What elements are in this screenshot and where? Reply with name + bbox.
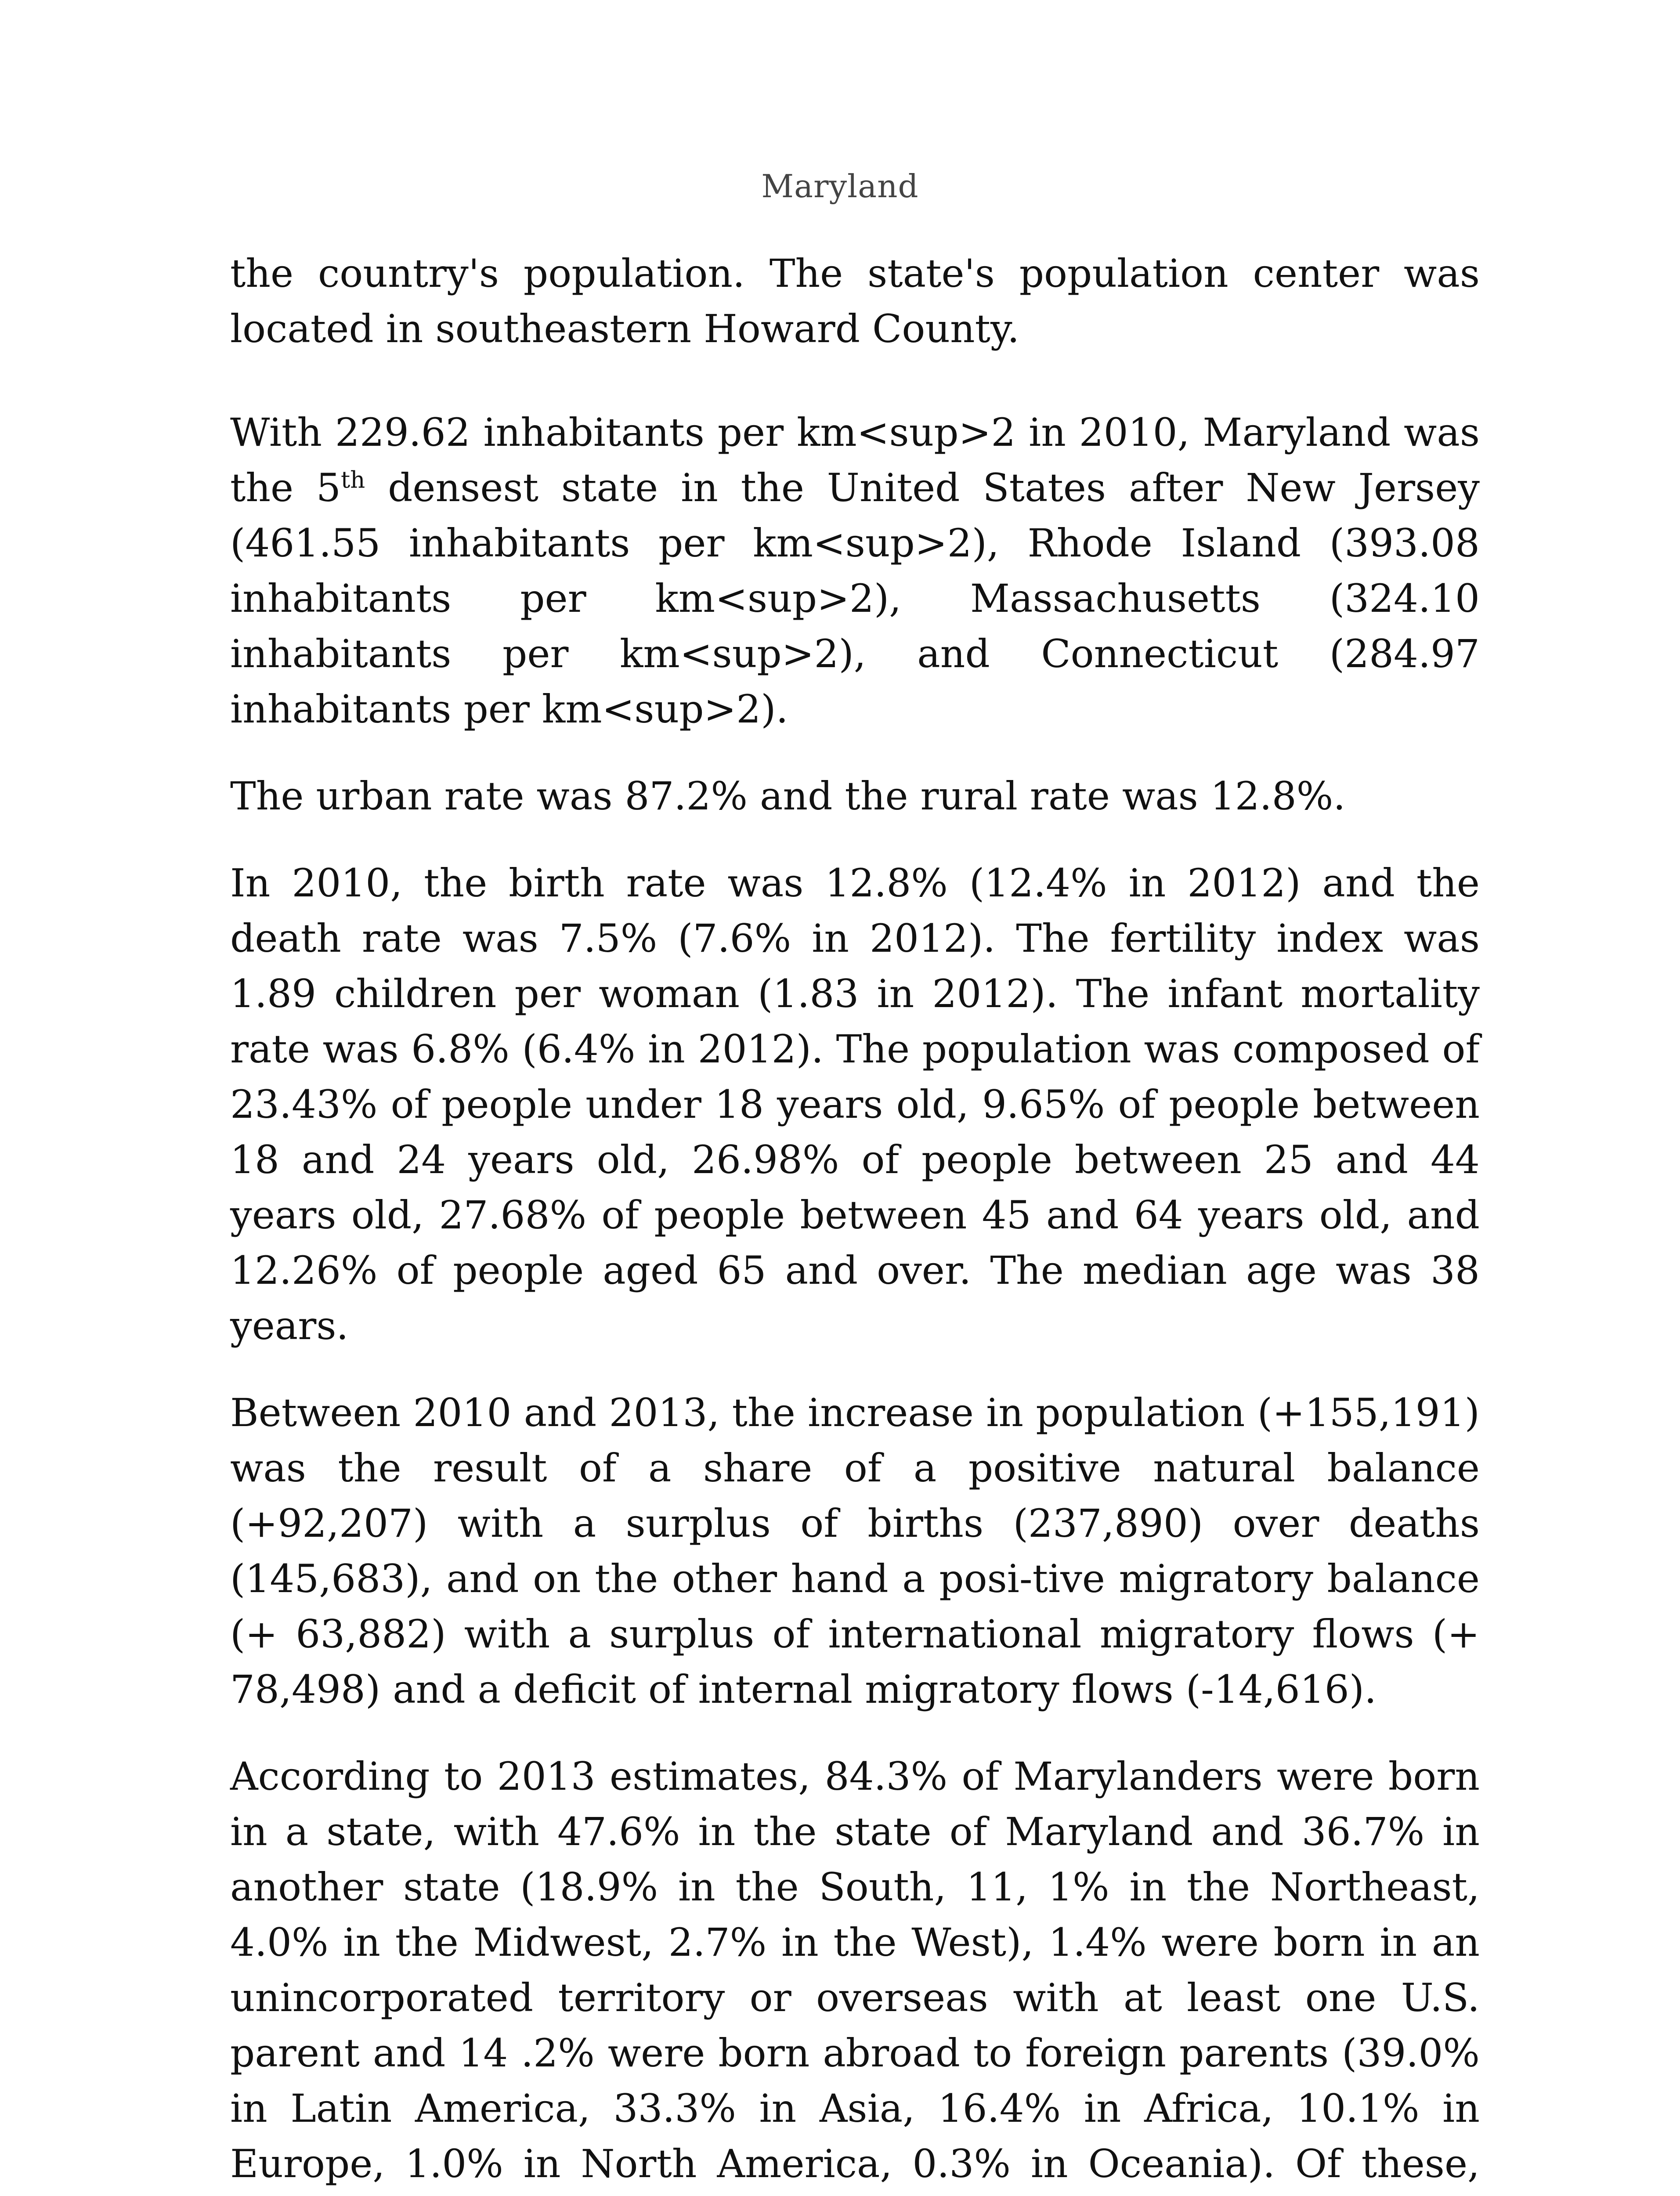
ordinal-superscript: th [340, 466, 365, 494]
paragraph-density [230, 405, 1480, 737]
body-text [230, 246, 1480, 2196]
running-header-title: Maryland [761, 168, 919, 205]
density-text-start: With 229.62 inhabitants per km<sup>2 in 2010, Maryland was the 5 [230, 410, 1480, 510]
density-text-end: densest state in the United States after New Jersey (461.55 inhabitants per km<sup>2), Rhode Island (393.08 inhabitants per km<sup>2), Massachusetts (324.10 inhabitants per km<sup>2), and Connecticut (284.97 inhabitants per km<sup>2). [230, 465, 1480, 732]
paragraph-population-change: Between 2010 and 2013, the increase in population (+155,191) was the result of a share of a positive natural balance (+92,207) with a surplus of births (237,890) over deaths (145,683), and on the other hand a posi-tive migratory balance (+ 63,882) with a surplus of international migratory flows (+ 78,498) and a deficit of internal migratory flows (-14,616). [230, 1390, 1480, 1712]
paragraph-urban-rural: The urban rate was 87.2% and the rural rate was 12.8%. [230, 773, 1346, 819]
paragraph-vital-statistics: In 2010, the birth rate was 12.8% (12.4% in 2012) and the death rate was 7.5% (7.6% in 2012). The fertility index was 1.89 children per woman (1.83 in 2012). The infant mortality rate was 6.8% (6.4% in 2012). The population was composed of 23.43% of people under 18 years old, 9.65% of people between 18 and 24 years old, 26.98% of people between 25 and 44 years old, 27.68% of people between 45 and 64 years old, and 12.26% of people aged 65 and over. The median age was 38 years. [230, 860, 1480, 1348]
paragraph-population-center: the country's population. The state's population center was located in southeastern Howard County. [230, 251, 1480, 351]
paragraph-birthplace: According to 2013 estimates, 84.3% of Marylanders were born in a state, with 47.6% in the state of Maryland and 36.7% in another state (18.9% in the South, 11, 1% in the Northeast, 4.0% in the Midwest, 2.7% in the West), 1.4% were born in an unincorporated territory or overseas with at least one U.S. parent and 14 .2% were born abroad to foreign parents (39.0% in Latin America, 33.3% in Asia, 16.4% in Africa, 10.1% in Europe, 1.0% in North America, 0.3% in Oceania). Of these, [230, 1754, 1480, 2186]
